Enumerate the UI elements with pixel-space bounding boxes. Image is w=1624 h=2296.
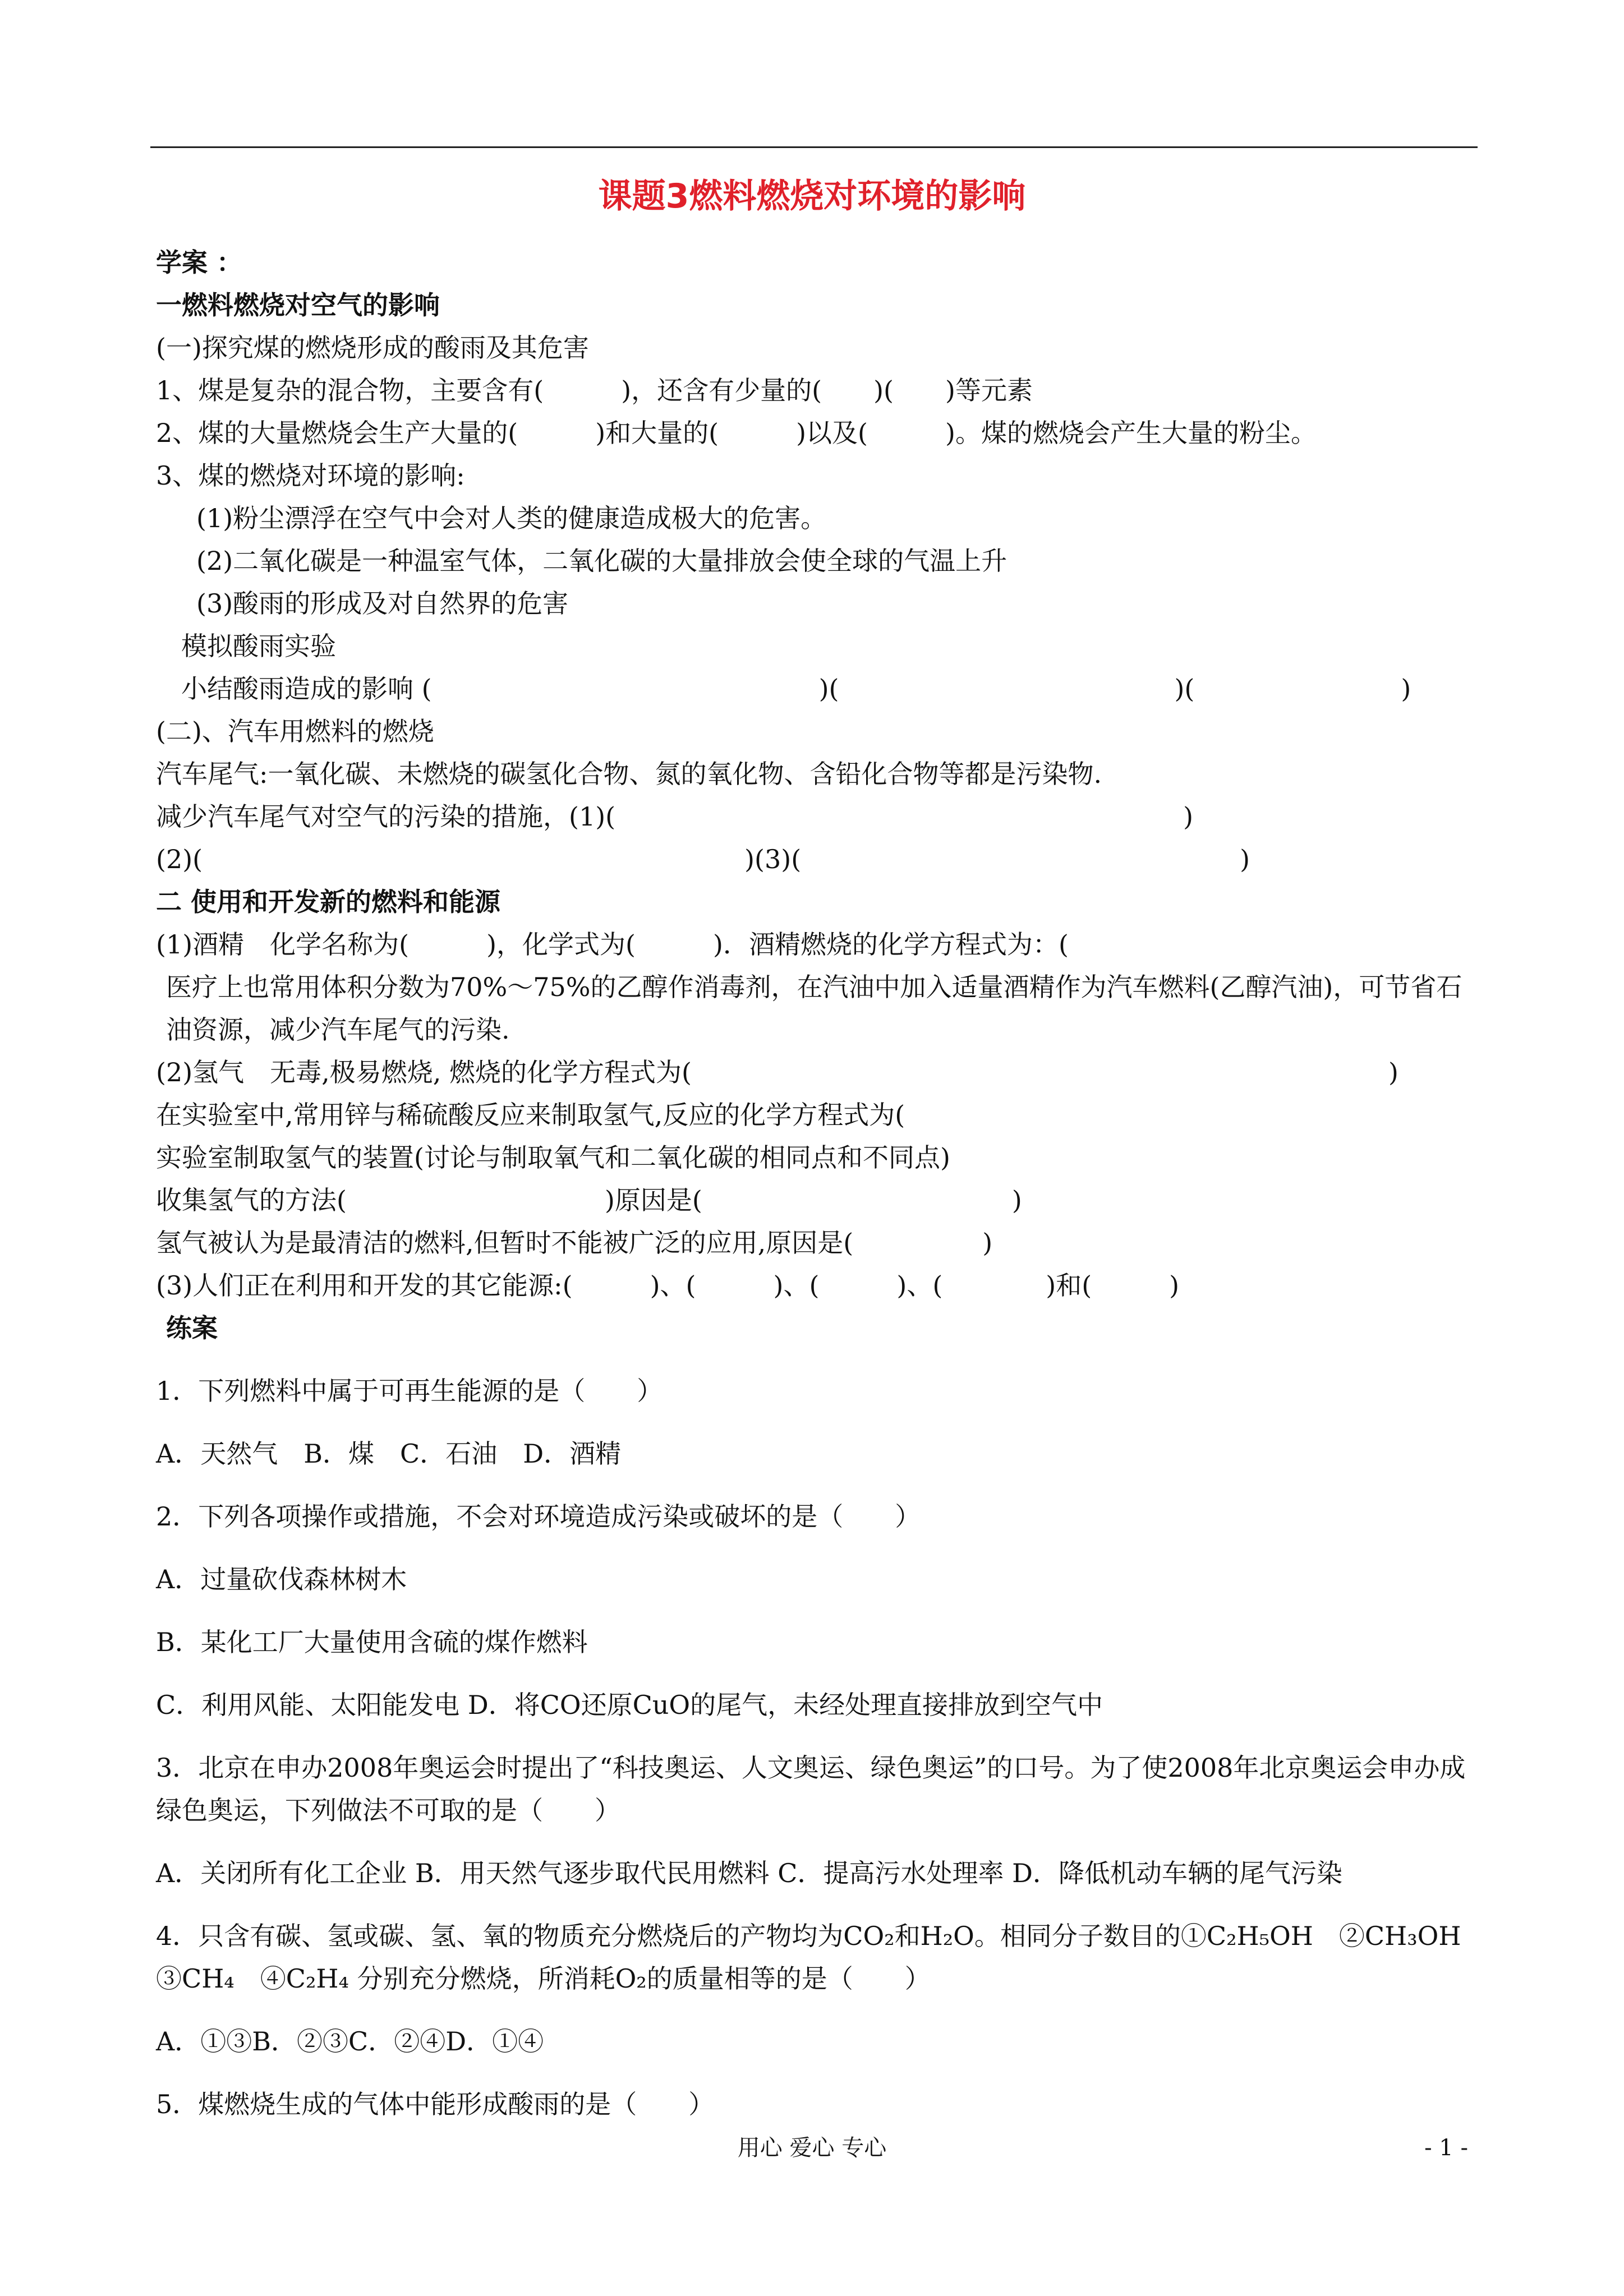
exercise-line: 1．下列燃料中属于可再生能源的是（ ） xyxy=(156,1376,663,1406)
text-line: (1)酒精 化学名称为( )，化学式为( )．酒精燃烧的化学方程式为：( xyxy=(156,929,1069,960)
text-line: (二)、汽车用燃料的燃烧 xyxy=(156,716,434,746)
text-line: 学案 ： xyxy=(156,247,243,278)
text-line: 2、煤的大量燃烧会生产大量的( )和大量的( )以及( )。煤的燃烧会产生大量的粉尘。 xyxy=(156,418,1317,448)
text-line: 小结酸雨造成的影响 ( )( )( ) xyxy=(181,674,1411,704)
text-line: (1)粉尘漂浮在空气中会对人类的健康造成极大的危害。 xyxy=(196,503,827,533)
exercise-line: C．利用风能、太阳能发电 D．将CO还原CuO的尾气，未经处理直接排放到空气中 xyxy=(156,1690,1103,1720)
exercise-line: 2．下列各项操作或措施，不会对环境造成污染或破坏的是（ ） xyxy=(156,1501,921,1532)
exercise-section xyxy=(156,1370,1487,2126)
exercise-line: 4．只含有碳、氢或碳、氢、氧的物质充分燃烧后的产物均为CO₂和H₂O。相同分子数目的①C₂H₅OH ②CH₃OH ③CH₄ ④C₂H₄ 分别充分燃烧，所消耗O₂的质量相等的是（ ） xyxy=(156,1921,1487,1994)
page-number: - 1 - xyxy=(1424,2135,1468,2161)
text-line: 在实验室中,常用锌与稀硫酸反应来制取氢气,反应的化学方程式为( xyxy=(156,1100,905,1130)
footer-motto: 用心 爱心 专心 xyxy=(737,2135,887,2161)
text-line: 减少汽车尾气对空气的污染的措施，(1)( ) xyxy=(156,801,1194,832)
header-rule xyxy=(150,146,1478,148)
text-line: 3、煤的燃烧对环境的影响: xyxy=(156,460,465,491)
text-line: 一燃料燃烧对空气的影响 xyxy=(156,290,440,320)
text-line: (2)( )(3)( ) xyxy=(156,844,1250,874)
exercise-line: 5．煤燃烧生成的气体中能形成酸雨的是（ ） xyxy=(156,2089,715,2119)
text-line: (3)人们正在利用和开发的其它能源:( )、( )、( )、( )和( ) xyxy=(156,1270,1180,1301)
exercise-line: 3．北京在申办2008年奥运会时提出了“科技奥运、人文奥运、绿色奥运”的口号。为了使2008年北京奥运会申办成绿色奥运，下列做法不可取的是（ ） xyxy=(156,1753,1466,1825)
text-line: 实验室制取氢气的装置(讨论与制取氧气和二氧化碳的相同点和不同点) xyxy=(156,1142,950,1173)
document-body xyxy=(156,241,1487,2126)
text-line: (2)二氧化碳是一种温室气体，二氧化碳的大量排放会使全球的气温上升 xyxy=(196,546,1007,576)
study-section xyxy=(156,241,1474,1349)
text-line: 二 使用和开发新的燃料和能源 xyxy=(156,887,501,917)
page-footer xyxy=(0,2128,1624,2168)
exercise-line: A．关闭所有化工企业 B．用天然气逐步取代民用燃料 C．提高污水处理率 D．降低机动车辆的尾气污染 xyxy=(156,1858,1342,1888)
exercise-line: A．过量砍伐森林树木 xyxy=(156,1564,407,1594)
text-line: 收集氢气的方法( )原因是( ) xyxy=(156,1185,1022,1215)
text-line: 汽车尾气:一氧化碳、未燃烧的碳氢化合物、氮的氧化物、含铅化合物等都是污染物. xyxy=(156,759,1102,789)
page-title: 课题3燃料燃烧对环境的影响 xyxy=(598,177,1026,216)
text-line: (2)氢气 无毒,极易燃烧, 燃烧的化学方程式为( ) xyxy=(156,1057,1398,1087)
text-line: 练案 xyxy=(166,1313,218,1343)
text-line: 氢气被认为是最清洁的燃料,但暂时不能被广泛的应用,原因是( ) xyxy=(156,1228,993,1258)
exercise-line: A．天然气 B．煤 C．石油 D．酒精 xyxy=(156,1439,622,1469)
text-line: (一)探究煤的燃烧形成的酸雨及其危害 xyxy=(156,333,589,363)
exercise-line: A．①③B．②③C．②④D．①④ xyxy=(156,2026,544,2057)
text-line: 医疗上也常用体积分数为70%～75%的乙醇作消毒剂，在汽油中加入适量酒精作为汽车燃料(乙醇汽油)，可节省石油资源，减少汽车尾气的污染. xyxy=(166,972,1462,1045)
exercise-line: B．某化工厂大量使用含硫的煤作燃料 xyxy=(156,1627,588,1657)
text-line: (3)酸雨的形成及对自然界的危害 xyxy=(196,588,569,619)
text-line: 1、煤是复杂的混合物，主要含有( )，还含有少量的( )( )等元素 xyxy=(156,375,1033,405)
text-line: 模拟酸雨实验 xyxy=(181,631,336,661)
